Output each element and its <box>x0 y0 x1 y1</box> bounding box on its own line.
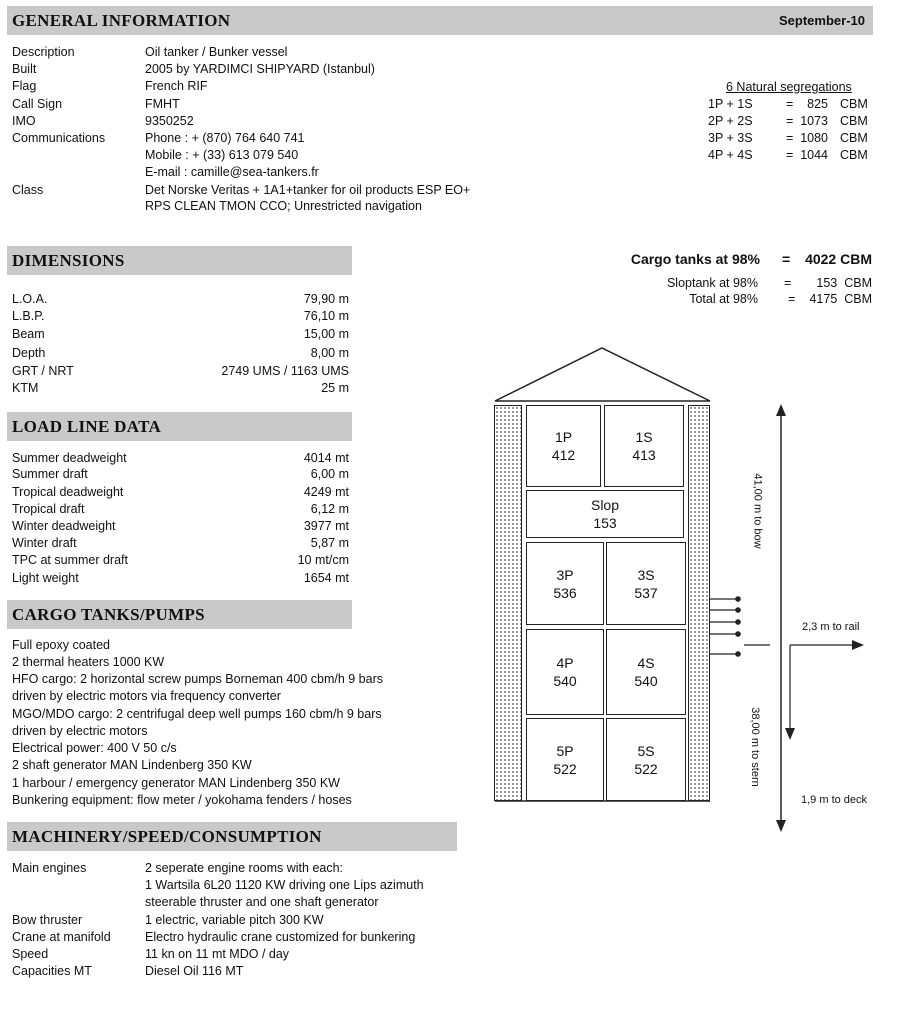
slop-capacity-eq: = <box>784 276 792 290</box>
machinery-row <box>12 946 492 963</box>
machinery-row <box>12 877 492 894</box>
total-capacity-value: 4175 CBM <box>809 292 872 306</box>
row-value: 8,00 m <box>310 346 349 360</box>
manifold-dot <box>735 596 741 602</box>
row-label: Bow thruster <box>12 913 83 927</box>
loadline-row <box>12 450 349 467</box>
row-value: Diesel Oil 116 MT <box>145 964 244 978</box>
row-label: Flag <box>12 79 37 93</box>
segregation-unit: CBM <box>840 148 868 162</box>
loadline-row <box>12 484 349 501</box>
row-value: Det Norske Veritas + 1A1+tanker for oil products ESP EO+ <box>145 183 471 197</box>
row-value: 2 seperate engine rooms with each: <box>145 861 344 875</box>
general-info-header <box>7 6 873 35</box>
tank-name: 4P <box>556 655 574 671</box>
loadline-row <box>12 466 349 483</box>
tank-name: 3P <box>556 566 574 583</box>
machinery-title: MACHINERY/SPEED/CONSUMPTION <box>12 827 322 846</box>
tank-name: 5S <box>637 742 655 759</box>
loadline-row <box>12 535 349 552</box>
dimensions-row <box>12 380 349 397</box>
row-label: Built <box>12 62 37 76</box>
machinery-row <box>12 929 492 946</box>
row-label: GRT / NRT <box>12 364 74 378</box>
segregation-row <box>700 147 872 164</box>
row-value: Oil tanker / Bunker vessel <box>145 45 288 59</box>
manifold-dot <box>735 631 741 637</box>
arrow-right-icon <box>852 640 864 650</box>
row-label: Winter deadweight <box>12 519 116 533</box>
loadline-row <box>12 570 349 587</box>
row-label: Main engines <box>12 861 87 875</box>
slop-capacity-value: 153 CBM <box>816 276 872 290</box>
row-value: 1654 mt <box>303 571 349 585</box>
cargo-line: 2 thermal heaters 1000 KW <box>12 655 165 669</box>
tank-volume: 412 <box>551 447 576 463</box>
row-value: 2749 UMS / 1163 UMS <box>221 364 349 378</box>
total-capacity-label: Total at 98% <box>689 292 758 306</box>
row-label: Depth <box>12 346 46 360</box>
slop-capacity-label: Sloptank at 98% <box>666 276 758 290</box>
general-row <box>12 78 572 95</box>
segregation-pair: 1P + 1S <box>708 97 753 111</box>
manifold-dot <box>735 619 741 625</box>
cargo-line: Bunkering equipment: flow meter / yokohama fenders / hoses <box>12 793 352 807</box>
cargo-line: 2 shaft generator MAN Lindenberg 350 KW <box>12 758 252 772</box>
cargo-capacity-value: 4022 CBM <box>805 251 872 267</box>
segregation-unit: CBM <box>840 97 868 111</box>
tank-1s <box>604 405 684 487</box>
dimensions-title: DIMENSIONS <box>12 251 125 270</box>
tank-name: Slop <box>590 497 620 513</box>
segregation-value: 1073 <box>800 114 828 128</box>
tank-volume: 537 <box>634 584 658 601</box>
tank-4p <box>526 629 604 715</box>
manifold-dot <box>735 607 741 613</box>
tank-volume: 522 <box>553 760 577 777</box>
general-row <box>12 61 572 78</box>
row-value: Electro hydraulic crane customized for bunkering <box>145 930 416 944</box>
tank-volume: 153 <box>593 515 617 531</box>
cargo-line: driven by electric motors <box>12 724 148 738</box>
row-label: KTM <box>12 381 39 395</box>
row-label: IMO <box>12 114 36 128</box>
general-row <box>12 198 572 215</box>
tank-name: 4S <box>637 655 655 671</box>
slop-capacity-row <box>560 275 872 292</box>
row-label: Class <box>12 183 44 197</box>
row-label: Beam <box>12 327 45 341</box>
general-row <box>12 113 572 130</box>
row-label: Summer draft <box>12 467 88 481</box>
port-wall <box>494 405 522 801</box>
row-label: Tropical draft <box>12 502 85 516</box>
document-date: September-10 <box>779 13 865 28</box>
total-capacity-eq: = <box>788 292 796 306</box>
tank-volume: 540 <box>553 673 577 689</box>
row-label: Tropical deadweight <box>12 485 124 499</box>
cargo-line: HFO cargo: 2 horizontal screw pumps Borneman 400 cbm/h 9 bars <box>12 672 384 686</box>
segregation-row <box>700 96 872 113</box>
tank-3s <box>606 542 686 625</box>
row-value: 5,87 m <box>310 536 349 550</box>
segregation-value: 1044 <box>800 148 828 162</box>
deck-distance-label: 1,9 m to deck <box>801 794 868 806</box>
tank-slop <box>526 490 684 538</box>
cargo-capacity-label: Cargo tanks at 98% <box>630 251 760 267</box>
general-row <box>12 182 572 199</box>
row-value: 1 electric, variable pitch 300 KW <box>145 913 324 927</box>
dimensions-header <box>7 246 352 275</box>
cargo-capacity-row <box>560 251 872 268</box>
rail-distance-label: 2,3 m to rail <box>802 621 860 633</box>
total-capacity-row <box>560 291 872 308</box>
row-value: 15,00 m <box>303 327 349 341</box>
loadline-row <box>12 518 349 535</box>
segregation-value: 1080 <box>800 131 828 145</box>
segregation-eq: = <box>786 114 794 128</box>
loadline-row <box>12 501 349 518</box>
general-row <box>12 44 572 61</box>
stern-distance-label: 38,00 m to stern <box>748 707 761 787</box>
row-label: Crane at manifold <box>12 930 111 944</box>
row-value: 2005 by YARDIMCI SHIPYARD (Istanbul) <box>145 62 375 76</box>
row-label: Communications <box>12 131 106 145</box>
row-value: French RIF <box>145 79 208 93</box>
row-value: 6,12 m <box>310 502 349 516</box>
dimensions-row <box>12 363 349 380</box>
row-label: Call Sign <box>12 97 63 111</box>
segregation-eq: = <box>786 97 794 111</box>
row-label: L.B.P. <box>12 309 45 323</box>
cargo-header <box>7 600 352 629</box>
row-label: Capacities MT <box>12 964 92 978</box>
tank-volume: 413 <box>632 447 656 463</box>
cargo-line: Full epoxy coated <box>12 638 110 652</box>
arrow-down-icon <box>776 820 786 832</box>
row-label: Description <box>12 45 75 59</box>
segregations-title: 6 Natural segregations <box>726 80 852 94</box>
machinery-row <box>12 912 492 929</box>
segregation-unit: CBM <box>840 131 868 145</box>
row-label: L.O.A. <box>12 292 48 306</box>
segregation-row <box>700 130 872 147</box>
tank-name: 1S <box>635 429 653 445</box>
cargo-line: Electrical power: 400 V 50 c/s <box>12 741 177 755</box>
starboard-wall <box>688 405 710 801</box>
loadline-title: LOAD LINE DATA <box>12 417 162 436</box>
general-row <box>12 96 572 113</box>
row-value: 76,10 m <box>303 309 349 323</box>
tank-volume: 522 <box>634 760 658 777</box>
segregation-eq: = <box>786 131 794 145</box>
arrow-up-icon <box>776 404 786 416</box>
row-value: 3977 mt <box>303 519 349 533</box>
tank-1p <box>526 405 601 487</box>
segregation-row <box>700 113 872 130</box>
dimensions-row <box>12 345 349 362</box>
row-value: FMHT <box>145 97 180 111</box>
segregation-eq: = <box>786 148 794 162</box>
tank-5p <box>526 718 604 801</box>
cargo-line: MGO/MDO cargo: 2 centrifugal deep well pumps 160 cbm/h 9 bars <box>12 707 382 721</box>
dimensions-row <box>12 308 349 325</box>
segregation-pair: 4P + 4S <box>708 148 753 162</box>
row-value: 4249 mt <box>303 485 349 499</box>
cargo-line: 1 harbour / emergency generator MAN Lindenberg 350 KW <box>12 776 340 790</box>
machinery-row <box>12 860 492 877</box>
row-value: 79,90 m <box>303 292 349 306</box>
segregation-value: 825 <box>807 97 828 111</box>
row-value: 6,00 m <box>310 467 349 481</box>
arrow-down-icon <box>785 728 795 740</box>
segregation-pair: 2P + 2S <box>708 114 753 128</box>
tank-5s <box>606 718 686 801</box>
row-value: 4014 mt <box>303 451 349 465</box>
cargo-capacity-eq: = <box>782 251 791 267</box>
tank-name: 5P <box>556 742 574 759</box>
machinery-row <box>12 894 492 911</box>
row-label: Winter draft <box>12 536 77 550</box>
row-value: Phone : + (870) 764 640 741 <box>145 131 305 145</box>
tank-volume: 536 <box>553 584 577 601</box>
row-value: 11 kn on 11 mt MDO / day <box>145 947 290 961</box>
general-info-title: GENERAL INFORMATION <box>12 11 231 30</box>
row-value: 9350252 <box>145 114 194 128</box>
row-value: RPS CLEAN TMON CCO; Unrestricted navigation <box>145 199 422 213</box>
tank-3p <box>526 542 604 625</box>
bow-distance-label: 41,00 m to bow <box>751 473 764 549</box>
row-value: Mobile : + (33) 613 079 540 <box>145 148 299 162</box>
general-row <box>12 147 572 164</box>
tank-volume: 540 <box>634 673 658 689</box>
machinery-header <box>7 822 457 851</box>
row-value: 1 Wartsila 6L20 1120 KW driving one Lips azimuth <box>145 878 424 892</box>
manifold-dot <box>735 651 741 657</box>
machinery-row <box>12 963 492 980</box>
row-value: 10 mt/cm <box>297 553 349 567</box>
cargo-title: CARGO TANKS/PUMPS <box>12 605 205 624</box>
row-value: steerable thruster and one shaft generator <box>145 895 379 909</box>
cargo-line: driven by electric motors via frequency converter <box>12 689 281 703</box>
general-row <box>12 164 572 181</box>
row-label: Light weight <box>12 571 79 585</box>
loadline-row <box>12 552 349 569</box>
segregation-pair: 3P + 3S <box>708 131 753 145</box>
tank-name: 3S <box>637 566 655 583</box>
row-label: TPC at summer draft <box>12 553 128 567</box>
segregation-unit: CBM <box>840 114 868 128</box>
dimensions-row <box>12 326 349 343</box>
dimensions-row <box>12 291 349 308</box>
loadline-header <box>7 412 352 441</box>
general-row <box>12 130 572 147</box>
row-value: 25 m <box>321 381 349 395</box>
row-label: Summer deadweight <box>12 451 127 465</box>
tank-4s <box>606 629 686 715</box>
tank-name: 1P <box>554 429 573 445</box>
bow-outline <box>495 348 710 401</box>
row-label: Speed <box>12 947 49 961</box>
row-value: E-mail : camille@sea-tankers.fr <box>145 165 319 179</box>
